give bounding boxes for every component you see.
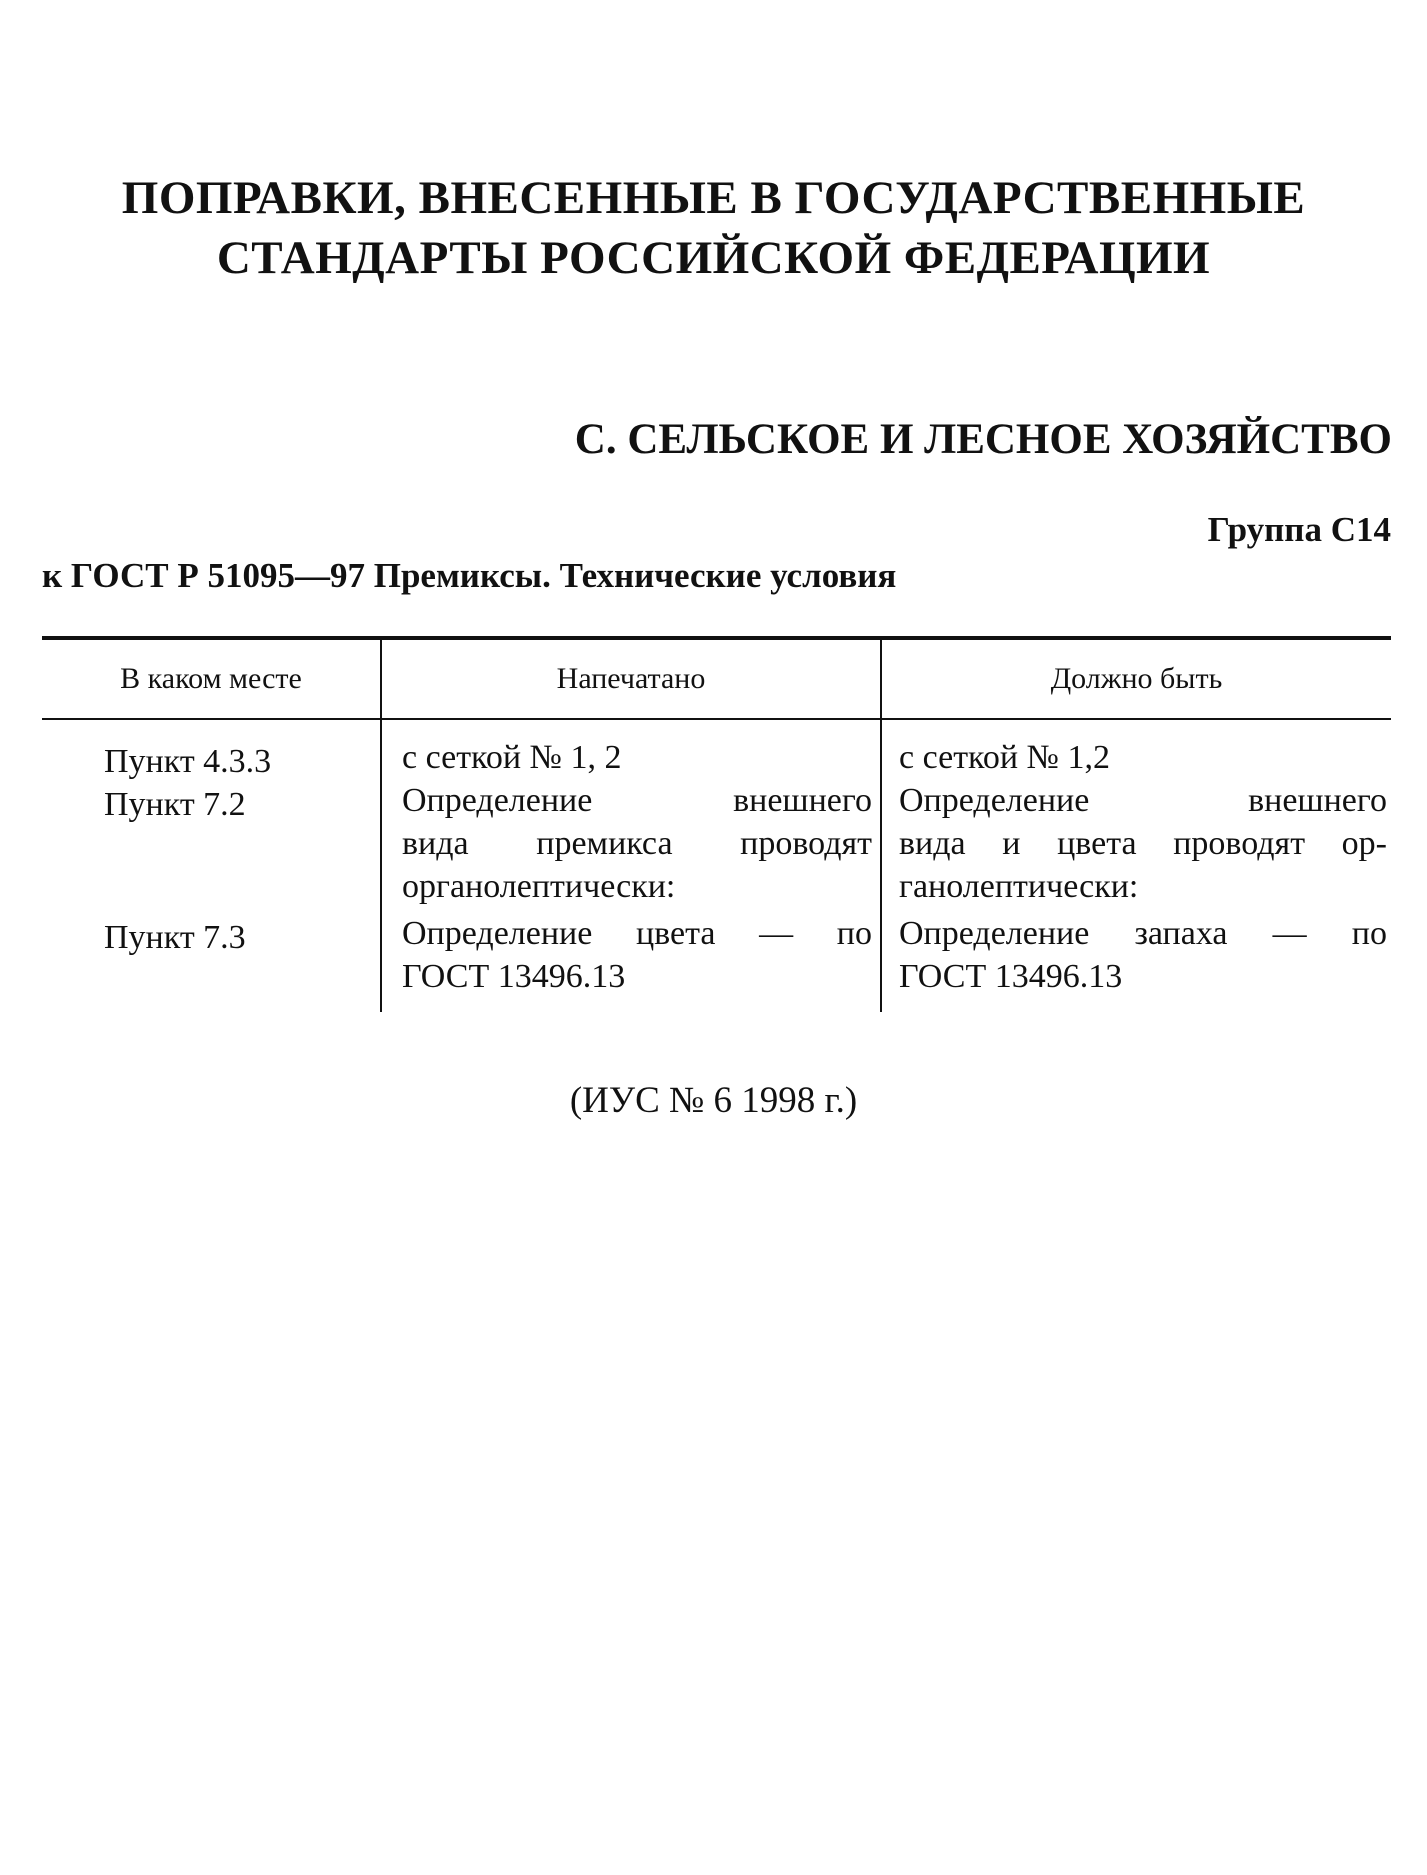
row-2-printed: [402, 779, 872, 908]
row-2-printed-line-1: Определение внешнего: [402, 782, 872, 819]
row-3-printed-line-1: Определение цвета — по: [402, 915, 872, 952]
publication-reference: (ИУС № 6 1998 г.): [569, 1080, 858, 1121]
row-2-printed-line-2: вида премикса проводят: [402, 825, 872, 862]
row-1-printed-line-1: с сеткой № 1, 2: [402, 739, 622, 776]
row-2-printed-line-3: органолептически:: [402, 868, 676, 905]
row-1-correct-line-1: с сеткой № 1,2: [899, 739, 1110, 776]
header-printed: Напечатано: [556, 662, 706, 695]
group-label: Группа С14: [1207, 510, 1391, 549]
row-3-printed-line-2: ГОСТ 13496.13: [402, 958, 626, 995]
row-2-correct-line-2: вида и цвета проводят ор-: [899, 825, 1387, 862]
section-heading: С. СЕЛЬСКОЕ И ЛЕСНОЕ ХОЗЯЙСТВО: [574, 416, 1392, 463]
row-2-correct: [899, 779, 1387, 908]
document-title-line-1: ПОПРАВКИ, ВНЕСЕННЫЕ В ГОСУДАРСТВЕННЫЕ: [121, 172, 1306, 224]
row-2-place-text: Пункт 7.2: [104, 786, 246, 823]
header-place: В каком месте: [120, 662, 302, 695]
row-1-place-text: Пункт 4.3.3: [104, 743, 272, 780]
document-title-line-2: СТАНДАРТЫ РОССИЙСКОЙ ФЕДЕРАЦИИ: [216, 232, 1211, 284]
row-1-place: [104, 740, 271, 783]
corrections-table: [42, 636, 1391, 1012]
standard-subject: к ГОСТ Р 51095—97 Премиксы. Технические условия: [42, 556, 897, 595]
row-2-correct-line-1: Определение внешнего: [899, 782, 1387, 819]
row-1-printed: [402, 736, 872, 779]
row-1-correct: [899, 736, 1387, 779]
row-3-place: [104, 916, 246, 959]
document-title: [0, 168, 1427, 288]
header-correct: Должно быть: [1050, 662, 1223, 695]
row-3-correct-line-1: Определение запаха — по: [899, 915, 1387, 952]
table-header-rule: [42, 718, 1391, 720]
row-3-correct-line-2: ГОСТ 13496.13: [899, 958, 1123, 995]
row-3-place-text: Пункт 7.3: [104, 919, 246, 956]
row-3-printed: [402, 912, 872, 998]
row-2-correct-line-3: ганолептически:: [899, 868, 1139, 905]
row-2-place: [104, 783, 246, 826]
row-3-correct: [899, 912, 1387, 998]
